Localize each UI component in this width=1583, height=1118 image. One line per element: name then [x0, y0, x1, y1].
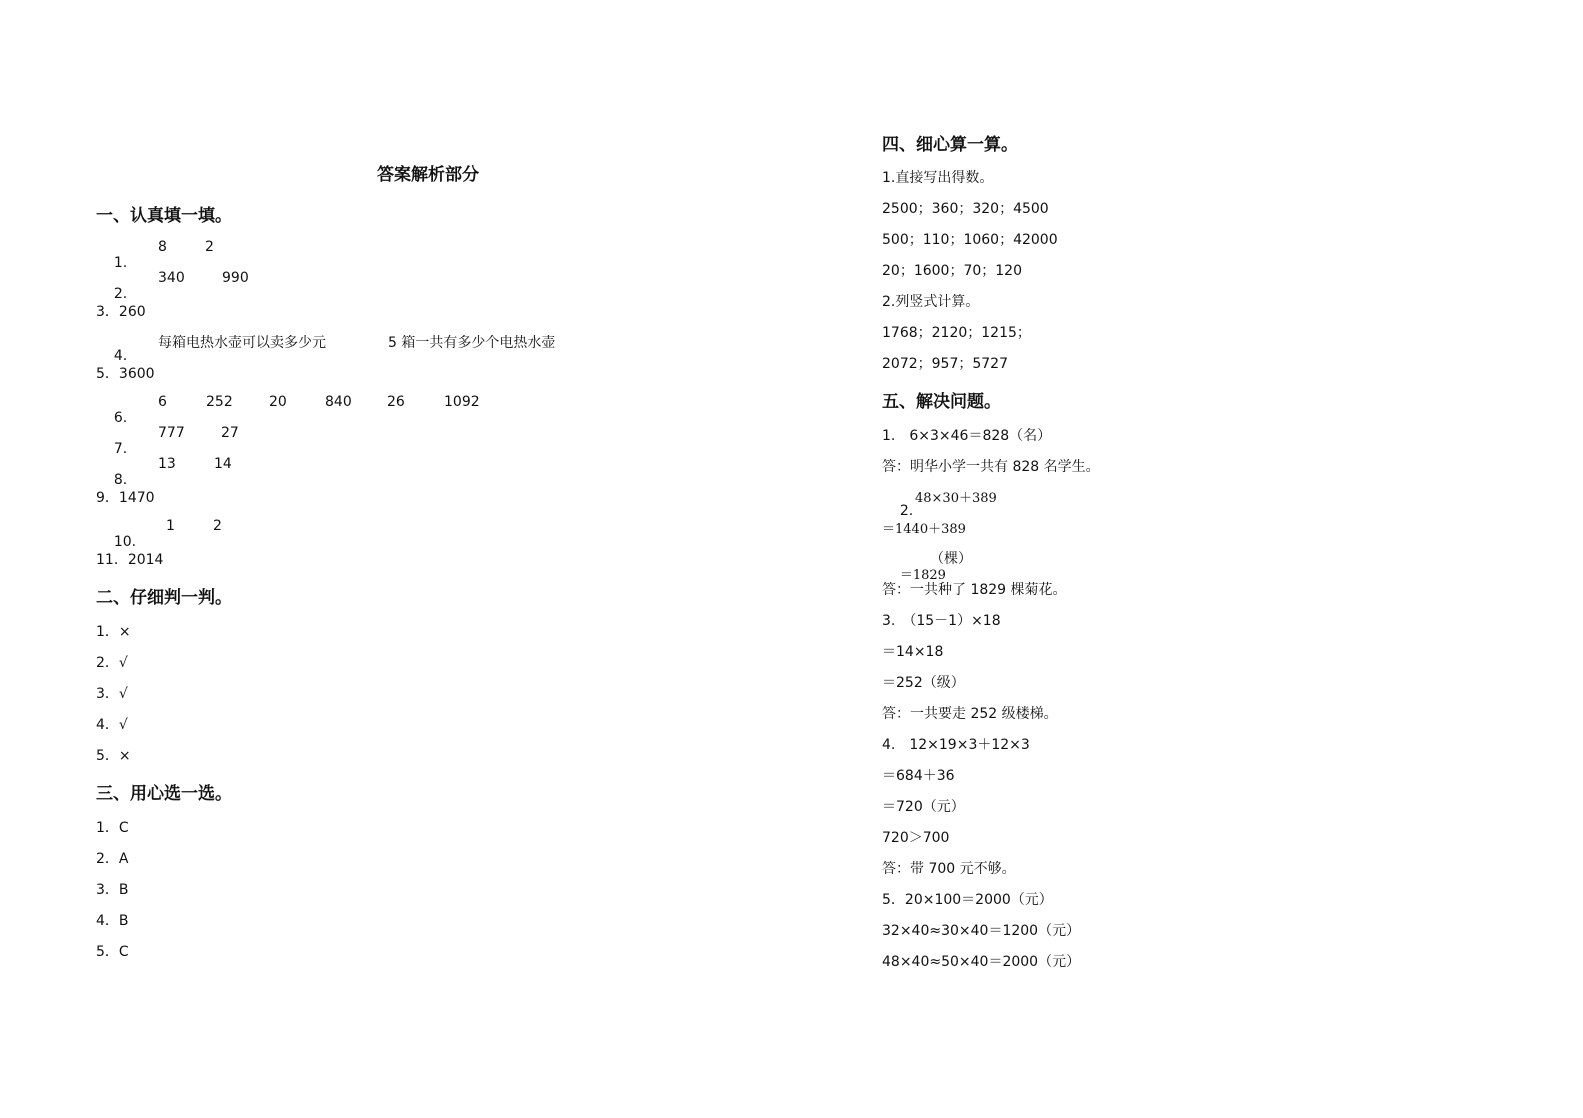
s5-line: 3. （15－1）×18 — [882, 613, 1001, 629]
q-number: 10. — [113, 534, 137, 550]
s5-line: ＝720（元） — [882, 799, 965, 815]
q-number: 2. — [113, 286, 128, 302]
s1-q9: 9．1470 — [96, 490, 155, 506]
s5-line: 4. 12×19×3＋12×3 — [882, 737, 1030, 753]
answer: 2 — [205, 239, 214, 255]
section-5-heading: 五、解决问题。 — [882, 392, 1001, 412]
s4-row: 2072；957；5727 — [882, 356, 1008, 372]
s1-q3: 3．260 — [96, 304, 146, 320]
unit: （棵） — [930, 551, 972, 567]
s4-subheading: 2.列竖式计算。 — [882, 294, 980, 310]
answer: 26 — [387, 394, 405, 410]
s4-subheading: 1.直接写出得数。 — [882, 170, 994, 186]
s2-item: 5．× — [96, 748, 131, 764]
s1-q11: 11．2014 — [96, 552, 164, 568]
q-number: 6. — [113, 410, 128, 426]
s5-line: 答：一共种了 1829 棵菊花。 — [882, 582, 1067, 598]
s4-row: 2500；360；320；4500 — [882, 201, 1049, 217]
q-number: 8. — [113, 472, 128, 488]
answer: 8 — [158, 239, 167, 255]
q-number: 1. — [113, 255, 128, 271]
section-4-heading: 四、细心算一算。 — [882, 135, 1018, 155]
s5-line: ＝1440＋389 — [882, 522, 966, 537]
s5-line: 5．20×100＝2000（元） — [882, 892, 1053, 908]
answer: 5 箱一共有多少个电热水壶 — [388, 335, 556, 351]
expression: ＝1829 — [899, 568, 946, 583]
answer: 1 — [166, 518, 175, 534]
expression: 48×30＋389 — [915, 491, 997, 506]
s3-item: 4．B — [96, 913, 129, 929]
s2-item: 4．√ — [96, 717, 128, 733]
s3-item: 3．B — [96, 882, 129, 898]
s5-line: 答：一共要走 252 级楼梯。 — [882, 706, 1058, 722]
s4-row: 500；110；1060；42000 — [882, 232, 1058, 248]
answer: 每箱电热水壶可以卖多少元 — [158, 335, 326, 351]
answer: 1092 — [444, 394, 480, 410]
s5-line: 1. 6×3×46＝828（名） — [882, 428, 1052, 444]
s5-line: 答：明华小学一共有 828 名学生。 — [882, 459, 1100, 475]
section-1-heading: 一、认真填一填。 — [96, 206, 232, 226]
answer: 2 — [213, 518, 222, 534]
s3-item: 5．C — [96, 944, 129, 960]
answer: 840 — [325, 394, 352, 410]
answer: 340 — [158, 270, 185, 286]
right-column — [882, 0, 1552, 1118]
s5-line: 答：带 700 元不够。 — [882, 861, 1016, 877]
answer: 20 — [269, 394, 287, 410]
s2-item: 1．× — [96, 624, 131, 640]
s2-item: 2．√ — [96, 655, 128, 671]
answer: 252 — [206, 394, 233, 410]
q-number: 4. — [113, 348, 128, 364]
s5-line: ＝252（级） — [882, 675, 965, 691]
s2-item: 3．√ — [96, 686, 128, 702]
q-number: 7. — [113, 441, 128, 457]
s5-line: ＝14×18 — [882, 644, 944, 660]
q-number: 2. — [899, 503, 914, 519]
s3-item: 1．C — [96, 820, 129, 836]
section-2-heading: 二、仔细判一判。 — [96, 588, 232, 608]
s4-row: 20；1600；70；120 — [882, 263, 1022, 279]
answer: 6 — [158, 394, 167, 410]
section-3-heading: 三、用心选一选。 — [96, 784, 232, 804]
s5-line: 48×40≈50×40＝2000（元） — [882, 954, 1081, 970]
answer: 777 — [158, 425, 185, 441]
s1-q5: 5．3600 — [96, 366, 155, 382]
answer: 27 — [221, 425, 239, 441]
answer: 14 — [214, 456, 232, 472]
s5-line: 720＞700 — [882, 830, 950, 846]
page-title: 答案解析部分 — [377, 165, 479, 185]
answer: 13 — [158, 456, 176, 472]
s5-line: 32×40≈30×40＝1200（元） — [882, 923, 1081, 939]
left-column — [0, 0, 790, 1118]
s4-row: 1768；2120；1215； — [882, 325, 1031, 341]
s3-item: 2．A — [96, 851, 129, 867]
s5-line: ＝684＋36 — [882, 768, 955, 784]
answer: 990 — [222, 270, 249, 286]
